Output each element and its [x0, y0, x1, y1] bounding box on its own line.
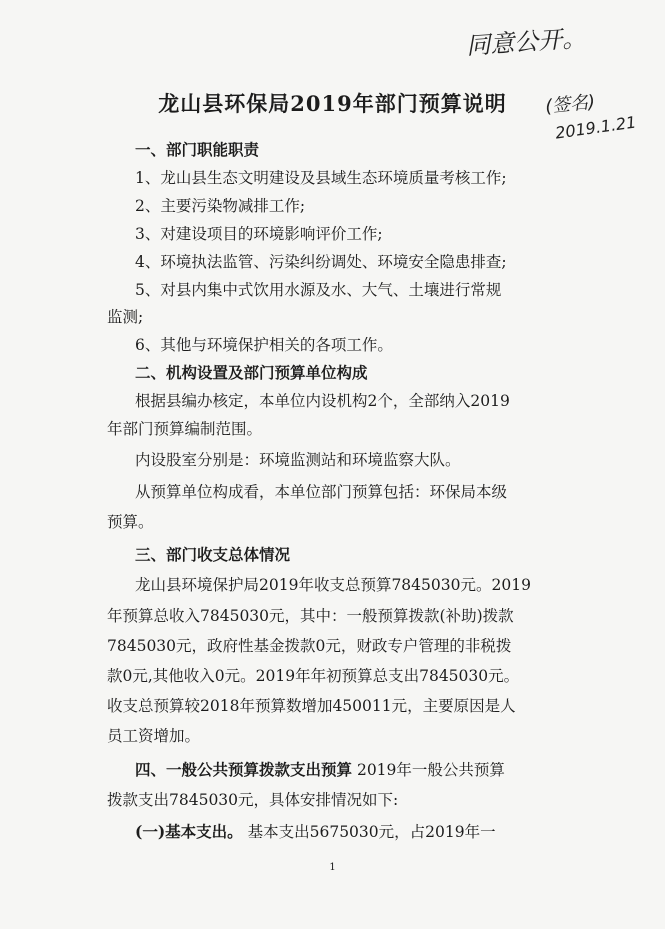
list-item: 1、龙山县生态文明建设及县域生态环境质量考核工作;: [135, 169, 507, 187]
list-item: 4、环境执法监管、污染纠纷调处、环境安全隐患排查;: [135, 253, 507, 271]
subsection-text: 基本支出5675030元，占2019年一: [247, 823, 496, 841]
list-item: 3、对建设项目的环境影响评价工作;: [135, 225, 383, 243]
section-heading: 三、部门收支总体情况: [135, 545, 291, 564]
section-heading: 四、一般公共预算拨款支出预算: [135, 760, 353, 779]
paragraph-line: 年预算总收入7845030元，其中：一般预算拨款(补助)拨款: [107, 607, 514, 625]
handwritten-approval: 同意公开。: [465, 23, 588, 61]
handwritten-signature: (签名): [544, 91, 597, 118]
paragraph-line: 7845030元，政府性基金拨款0元，财政专户管理的非税拨: [107, 637, 512, 655]
handwritten-date: 2019.1.21: [554, 112, 638, 143]
paragraph-line: 款0元,其他收入0元。2019年年初预算总支出7845030元。: [107, 667, 520, 685]
section-4-line: [135, 760, 505, 780]
paragraph-line: 根据县编办核定，本单位内设机构2个，全部纳入2019: [135, 392, 510, 410]
paragraph-line: 内设股室分别是：环境监测站和环境监察大队。: [135, 451, 461, 469]
section-heading: 二、机构设置及部门预算单位构成: [135, 363, 368, 382]
paragraph-line: 从预算单位构成看，本单位部门预算包括：环保局本级: [135, 483, 508, 501]
subsection-heading: (一)基本支出。: [135, 822, 243, 841]
page-number: 1: [329, 862, 336, 873]
section-heading: 一、部门职能职责: [135, 140, 260, 159]
list-item: 2、主要污染物减排工作;: [135, 197, 306, 215]
list-item: 5、对县内集中式饮用水源及水、大气、土壤进行常规: [135, 281, 502, 299]
document-title: 龙山县环保局2019年部门预算说明: [158, 91, 507, 116]
paragraph-line: 员工资增加。: [107, 727, 201, 745]
section-heading-tail: 2019年一般公共预算: [356, 761, 505, 779]
paragraph-line: 龙山县环境保护局2019年收支总预算7845030元。2019: [135, 576, 531, 594]
paragraph-line: 年部门预算编制范围。: [107, 420, 263, 438]
paragraph-line: 预算。: [107, 513, 154, 531]
list-item-continued: 监测;: [107, 308, 144, 326]
paragraph-line: 收支总预算较2018年预算数增加450011元，主要原因是人: [107, 697, 516, 715]
paragraph-line: 拨款支出7845030元，具体安排情况如下:: [107, 791, 399, 809]
subsection-line: [135, 822, 496, 842]
list-item: 6、其他与环境保护相关的各项工作。: [135, 336, 393, 354]
